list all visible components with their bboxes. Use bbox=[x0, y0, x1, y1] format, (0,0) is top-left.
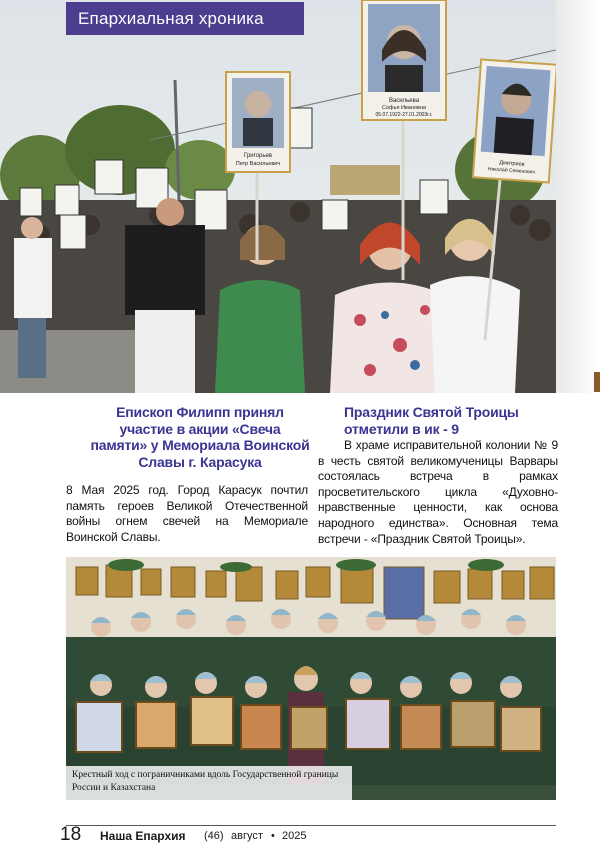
page-tab-marker bbox=[594, 372, 600, 392]
group-photo-with-icons bbox=[66, 557, 556, 800]
svg-text:Петр Васильевич: Петр Васильевич bbox=[235, 161, 281, 167]
footer-bullet: • bbox=[271, 830, 275, 842]
issue-number: (46) bbox=[204, 830, 224, 842]
svg-text:Дмитриев: Дмитриев bbox=[499, 160, 525, 168]
procession-photo bbox=[0, 0, 556, 393]
article-right-body: В храме исправительной колонии № 9 в честь святой великомученицы Варвары состоялась встреча в рамках просветительского цикла «Духовно-нравственные ценности, как основа народного единства». Основная тема встречи - «Праздник Святой Троицы». bbox=[318, 438, 558, 546]
article-left-headline: Епископ Филипп принял участие в акции «Свеча памяти» у Мемориала Воинской Славы г. Карасука bbox=[90, 404, 310, 470]
svg-text:Николай Семенович: Николай Семенович bbox=[487, 166, 536, 176]
svg-text:Софья Ивановна: Софья Ивановна bbox=[382, 105, 426, 111]
article-left-body: 8 Мая 2025 год. Город Карасук почтил память героев Великой Отечественной войны огнем свечей на Мемориале Воинской Славы. bbox=[66, 483, 308, 544]
section-title: Епархиальная хроника bbox=[66, 2, 304, 35]
issue-year: 2025 bbox=[282, 830, 307, 842]
page-footer bbox=[60, 824, 556, 846]
svg-text:Григорьев: Григорьев bbox=[244, 153, 272, 159]
article-right-headline: Праздник Святой Троицы отметили в ик - 9 bbox=[344, 404, 519, 437]
portrait-sign bbox=[473, 59, 556, 182]
portrait-sign bbox=[362, 0, 446, 120]
page-number: 18 bbox=[60, 824, 82, 845]
page-edge bbox=[556, 0, 600, 393]
svg-text:05.07.1922-27.01.2003г.г.: 05.07.1922-27.01.2003г.г. bbox=[375, 112, 433, 118]
issue-month: август bbox=[231, 830, 263, 842]
portrait-sign bbox=[226, 72, 290, 172]
svg-text:Васильева: Васильева bbox=[388, 98, 420, 104]
photo-caption: Крестный ход с пограничниками вдоль Государственной границы России и Казахстана bbox=[66, 766, 352, 800]
magazine-title: Наша Епархия bbox=[100, 829, 186, 843]
